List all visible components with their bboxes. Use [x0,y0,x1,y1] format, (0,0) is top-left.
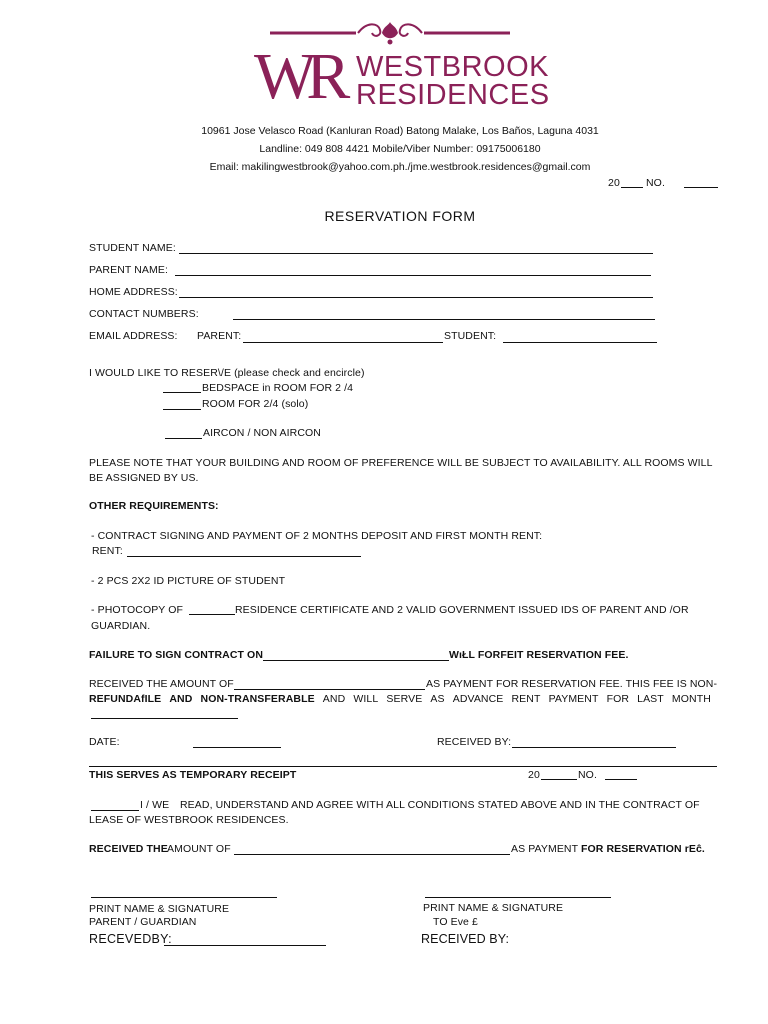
contract-date-field[interactable] [263,660,449,661]
option-aircon: AIRCON / NON AIRCON [203,427,321,439]
received-amount-c: REFUNDAfILE AND NON-TRANSFERABLE AND WILL SERVE AS ADVANCE RENT PAYMENT FOR LAST MONTH [89,693,711,705]
bedspace-check[interactable] [163,392,201,393]
email-student-label: STUDENT: [444,330,497,342]
phone-line: Landline: 049 808 4421 Mobile/Viber Number: 09175006180 [259,143,541,155]
receipt-no-field[interactable] [605,779,637,780]
logo-name-line1: WESTBROOK [356,51,550,83]
other-requirements-heading: OTHER REQUIREMENTS: [89,500,219,512]
form-year-label: 20 [608,177,620,189]
photocopy-field[interactable] [189,614,235,615]
agree-we: I / WE [140,799,170,811]
availability-note-2: BE ASSIGNED BY US. [89,472,199,484]
option-bedspace: BEDSPACE in ROOM FOR 2 /4 [202,382,354,394]
requirement-photocopy-b: RESIDENCE CERTIFICATE AND 2 VALID GOVERNMENT ISSUED IDS OF PARENT AND /OR [235,604,689,616]
received-by-label: RECEIVED BY: [437,736,512,748]
date-field[interactable] [193,747,281,748]
email-student-field[interactable] [503,342,657,343]
email-address-label: EMAIL ADDRESS: [89,330,178,342]
email-parent-field[interactable] [243,342,443,343]
receiver-signature-field[interactable] [425,897,611,898]
received-by-field[interactable] [512,747,676,748]
failure-text-a: FAILURE TO SIGN CONTRACT ON [89,649,264,661]
receipt-year-field[interactable] [541,779,577,780]
temporary-receipt-title: THIS SERVES AS TEMPORARY RECEIPT [89,769,297,781]
option-room: ROOM FOR 2/4 (solo) [202,398,309,410]
requirement-contract: - CONTRACT SIGNING AND PAYMENT OF 2 MONTHS DEPOSIT AND FIRST MONTH RENT: [91,530,543,542]
sig-right-label-2: TO Eve £ [433,916,478,928]
last-month-field[interactable] [91,718,238,719]
email-line: Email: makilingwestbrook@yahoo.com.ph./jme.westbrook.residences@gmail.com [209,161,591,173]
amount2-field[interactable] [234,854,510,855]
aircon-check[interactable] [165,438,202,439]
parent-name-field[interactable] [175,275,651,276]
room-check[interactable] [163,409,201,410]
received-amount-b: AS PAYMENT FOR RESERVATION FEE. THIS FEE IS NON- [426,678,718,690]
requirement-photocopy-a: - PHOTOCOPY OF [91,604,184,616]
received2-b: AMOUNT OF [167,843,231,855]
rent-field[interactable] [127,556,361,557]
form-no-label: NO. [646,177,665,189]
requirement-rent-label: RENT: [92,545,123,557]
home-address-label: HOME ADDRESS: [89,286,178,298]
received2-a: RECEIVED THE [89,843,168,855]
agree-text-2: LEASE OF WESTBROOK RESIDENCES. [89,814,289,826]
sig-left-label-1: PRINT NAME & SIGNATURE [89,903,230,915]
received2-d: FOR RESERVATION rEĉ. [581,843,705,855]
receipt-year-label: 20 [528,769,540,781]
reserve-intro: I WOULD LIKE TO RESER\/E (please check and encircle) [89,367,365,379]
student-name-label: STUDENT NAME: [89,242,176,254]
divider [89,766,717,767]
logo-monogram: WR [254,40,341,113]
form-no-field[interactable] [684,187,718,188]
requirement-id-picture: - 2 PCS 2X2 ID PICTURE OF STUDENT [91,575,286,587]
failure-text-b: WıŁL FORFEIT RESERVATION FEE. [449,649,629,661]
address-line: 10961 Jose Velasco Road (Kanluran Road) Batong Malake, Los Baños, Laguna 4031 [201,125,599,137]
agree-text: READ, UNDERSTAND AND AGREE WITH ALL CONDITIONS STATED ABOVE AND IN THE CONTRACT OF [180,799,700,811]
sig-right-label-1: PRINT NAME & SIGNATURE [423,902,564,914]
agree-field[interactable] [91,810,139,811]
parent-signature-field[interactable] [91,897,277,898]
contact-numbers-label: CONTACT NUMBERS: [89,308,199,320]
student-name-field[interactable] [179,253,653,254]
requirement-photocopy-c: GUARDIAN. [91,620,151,632]
received2-c: AS PAYMENT [511,843,579,855]
home-address-field[interactable] [179,297,653,298]
contact-numbers-field[interactable] [233,319,655,320]
availability-note-1: PLEASE NOTE THAT YOUR BUILDING AND ROOM OF PREFERENCE WILL BE SUBJECT TO AVAILABILITY. ALL ROOMS WILL [89,457,713,469]
sig-right-label-3: RECEIVED BY: [421,932,510,946]
sig-left-label-2: PARENT / GUARDIAN [89,916,197,928]
sig-left-label-3: RECEVEDBY: [89,932,172,946]
receipt-no-label: NO. [578,769,597,781]
logo-name-line2: RESIDENCES [356,79,550,111]
page-title: RESERVATION FORM [324,208,476,224]
left-received-by-field[interactable] [164,945,326,946]
amount-field[interactable] [234,689,425,690]
received-amount-a: RECEIVED THE AMOUNT OF [89,678,234,690]
parent-name-label: PARENT NAME: [89,264,168,276]
date-label: DATE: [89,736,120,748]
email-parent-label: PARENT: [197,330,242,342]
